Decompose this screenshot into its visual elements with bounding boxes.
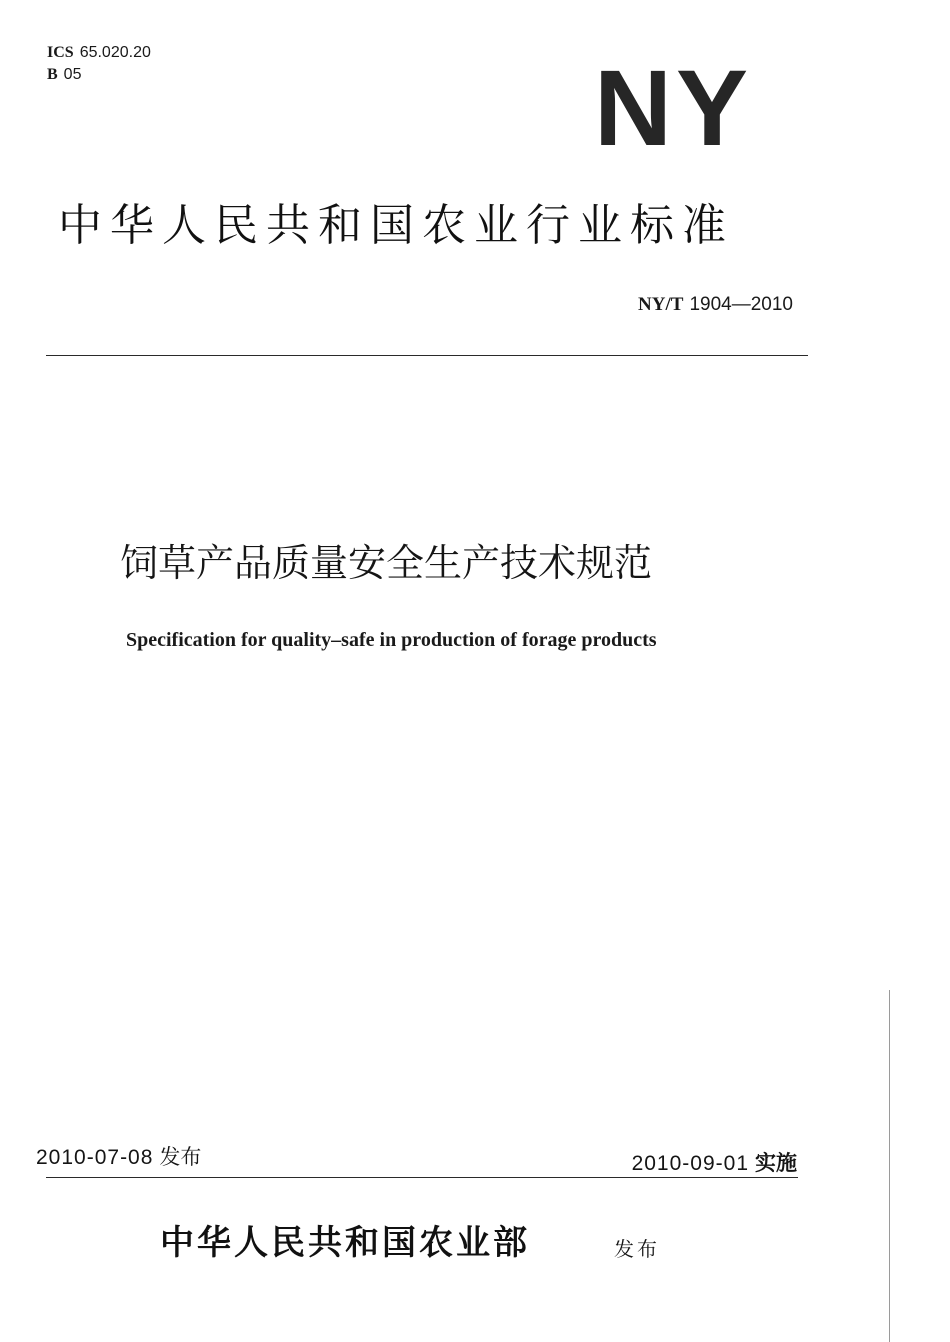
- issue-label: 发布: [159, 1145, 202, 1169]
- header-title: 中华人民共和国农业行业标准: [58, 200, 734, 251]
- effective-date: 2010-09-01: [631, 1152, 749, 1175]
- ny-logo: NY: [594, 47, 753, 168]
- footer-divider: [46, 1177, 798, 1178]
- header-divider: [46, 355, 808, 356]
- issue-date-block: [36, 1142, 201, 1173]
- class-label: B: [47, 66, 58, 83]
- ics-label: ICS: [47, 44, 74, 61]
- standard-number: [638, 294, 793, 316]
- ics-value: 65.020.20: [79, 44, 151, 61]
- standard-prefix: NY/T: [638, 294, 684, 315]
- classification-codes: [47, 42, 151, 86]
- publisher-name: 中华人民共和国农业部: [160, 1223, 530, 1263]
- standard-code: 1904—2010: [689, 294, 793, 315]
- document-title-en: Specification for quality–safe in production of forage products: [126, 629, 657, 651]
- class-code-row: [47, 64, 151, 86]
- class-value: 05: [63, 66, 82, 83]
- effective-date-block: [632, 1148, 797, 1179]
- publisher-suffix: 发布: [614, 1237, 660, 1261]
- ics-code-row: [47, 42, 151, 64]
- effective-label: 实施: [755, 1151, 797, 1175]
- issue-date: 2010-07-08: [36, 1146, 154, 1169]
- document-title-zh: 饲草产品质量安全生产技术规范: [120, 541, 653, 585]
- scan-edge-line: [889, 990, 890, 1342]
